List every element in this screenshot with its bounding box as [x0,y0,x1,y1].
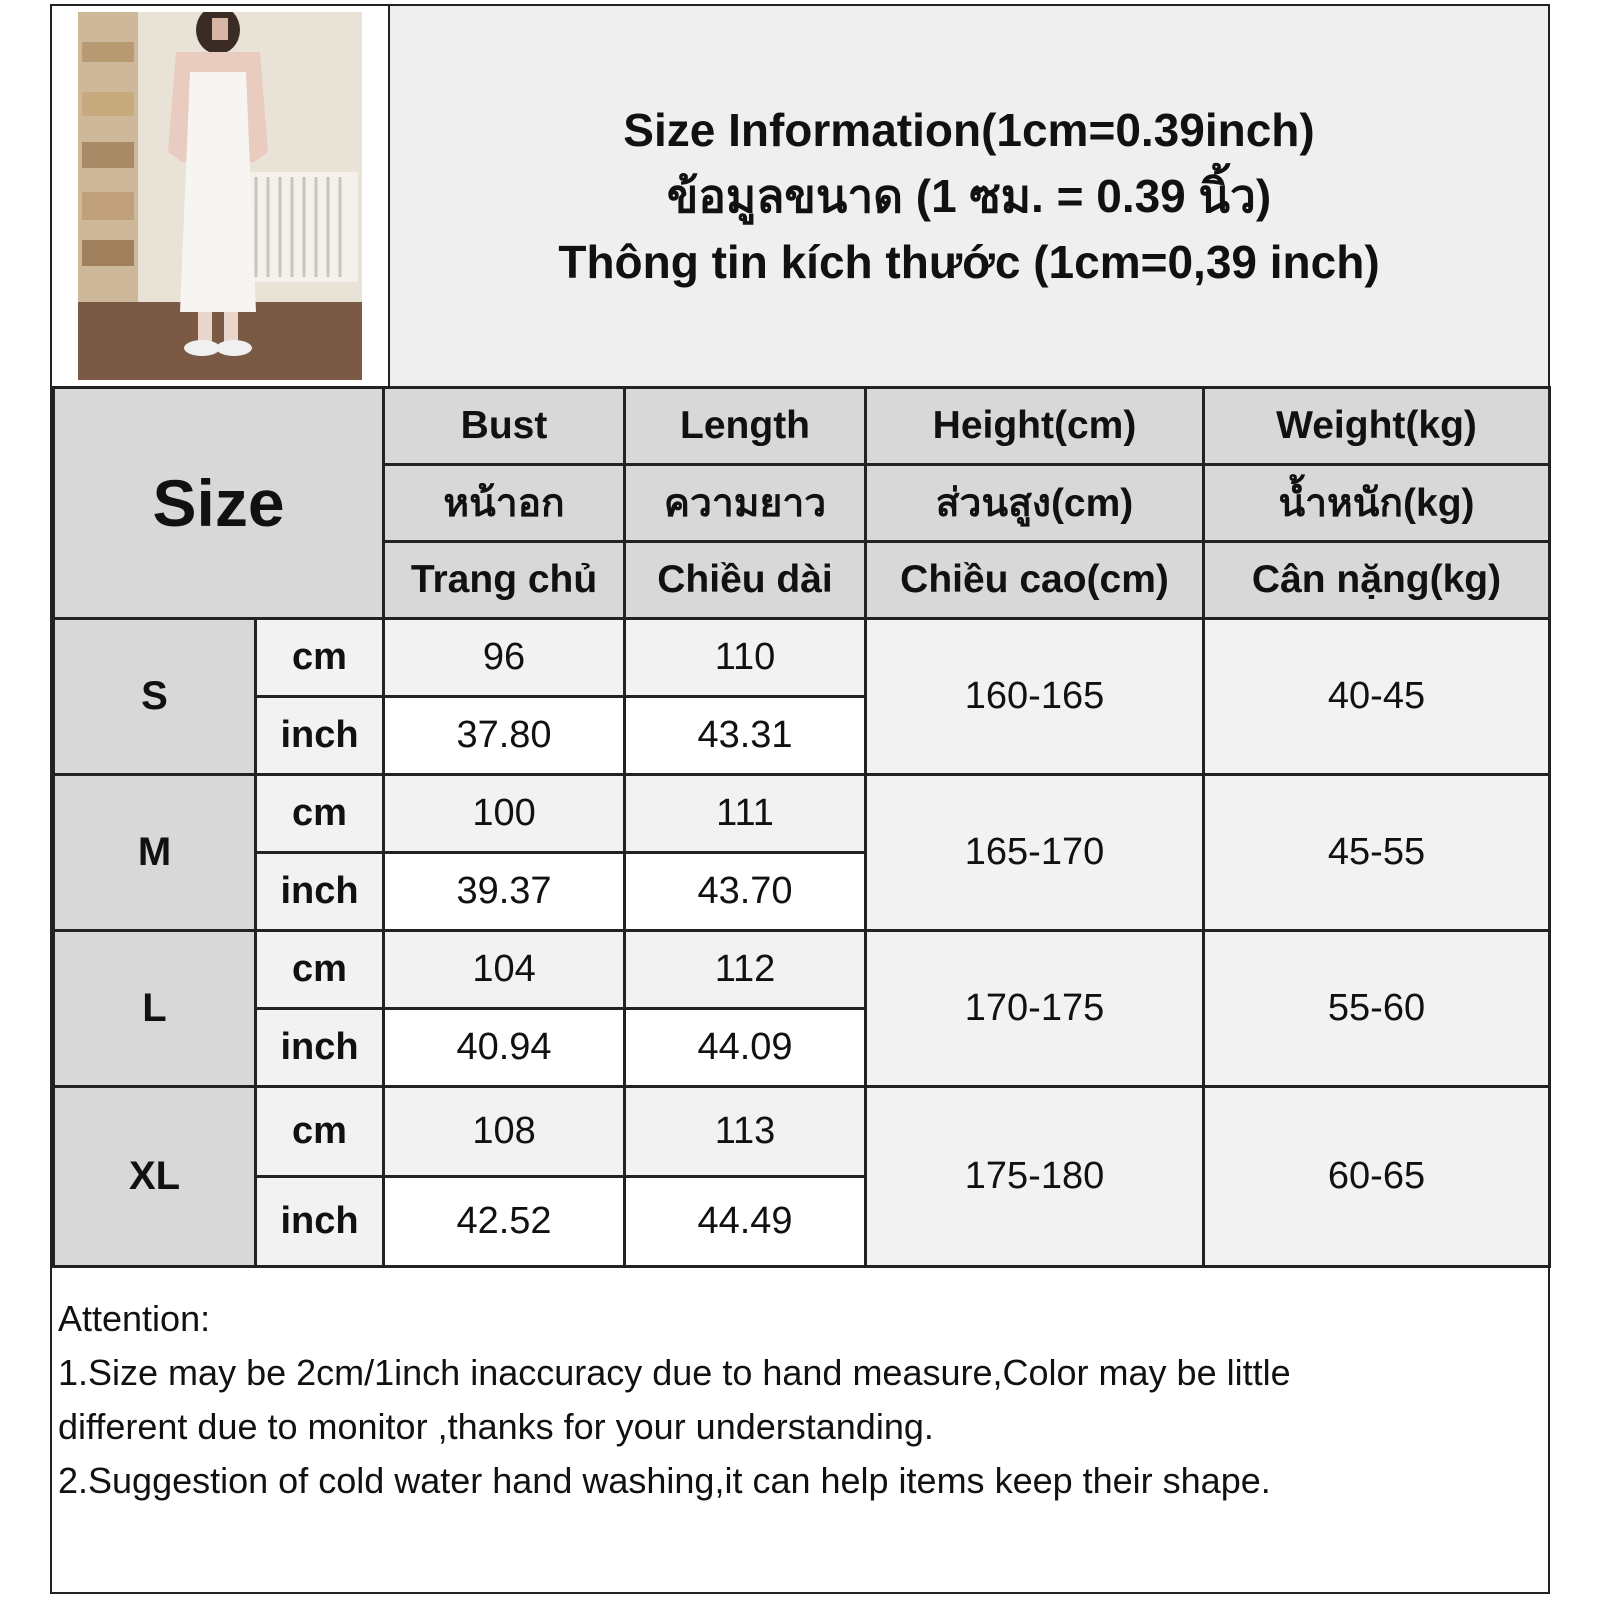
attention-notes [58,1292,1538,1508]
unit-cm: cm [256,619,384,697]
height-header-en: Height(cm) [866,388,1204,465]
unit-cm: cm [256,775,384,853]
height-range: 165-170 [866,775,1204,931]
length-inch: 44.09 [625,1009,866,1087]
length-header-en: Length [625,388,866,465]
product-photo [52,6,390,386]
unit-cm: cm [256,1087,384,1177]
bust-cm: 100 [384,775,625,853]
table-row [54,775,1550,853]
table-header-row [54,388,1550,465]
note-line-3: 2.Suggestion of cold water hand washing,it can help items keep their shape. [58,1460,1271,1501]
weight-header-th: น้ำหนัก(kg) [1204,465,1550,542]
size-table [52,386,1551,1268]
model-photo-image [78,12,362,380]
length-header-vi: Chiều dài [625,542,866,619]
length-cm: 111 [625,775,866,853]
title-english: Size Information(1cm=0.39inch) [623,104,1315,156]
attention-heading: Attention: [58,1298,211,1339]
size-label: M [54,775,256,931]
length-inch: 43.70 [625,853,866,931]
length-inch: 43.31 [625,697,866,775]
note-line-1: 1.Size may be 2cm/1inch inaccuracy due to hand measure,Color may be little [58,1352,1291,1393]
unit-inch: inch [256,1009,384,1087]
table-row [54,931,1550,1009]
weight-range: 55-60 [1204,931,1550,1087]
weight-header-en: Weight(kg) [1204,388,1550,465]
height-header-th: ส่วนสูง(cm) [866,465,1204,542]
unit-inch: inch [256,697,384,775]
table-row [54,619,1550,697]
weight-range: 60-65 [1204,1087,1550,1267]
bust-inch: 40.94 [384,1009,625,1087]
bust-inch: 42.52 [384,1177,625,1267]
bust-header-en: Bust [384,388,625,465]
bust-cm: 108 [384,1087,625,1177]
weight-header-vi: Cân nặng(kg) [1204,542,1550,619]
bust-cm: 96 [384,619,625,697]
unit-inch: inch [256,1177,384,1267]
bust-header-th: หน้าอก [384,465,625,542]
height-range: 160-165 [866,619,1204,775]
title-vietnamese: Thông tin kích thước (1cm=0,39 inch) [558,236,1380,288]
length-cm: 113 [625,1087,866,1177]
bust-cm: 104 [384,931,625,1009]
size-information-title [390,6,1548,386]
bust-header-vi: Trang chủ [384,542,625,619]
height-range: 170-175 [866,931,1204,1087]
size-column-header: Size [54,388,384,619]
unit-inch: inch [256,853,384,931]
title-thai: ข้อมูลขนาด (1 ซม. = 0.39 นิ้ว) [666,170,1272,222]
chart-header [52,6,1548,386]
length-header-th: ความยาว [625,465,866,542]
height-header-vi: Chiều cao(cm) [866,542,1204,619]
size-chart [50,4,1550,1594]
size-label: XL [54,1087,256,1267]
note-line-2: different due to monitor ,thanks for your understanding. [58,1406,934,1447]
bust-inch: 37.80 [384,697,625,775]
weight-range: 40-45 [1204,619,1550,775]
size-label: L [54,931,256,1087]
length-cm: 110 [625,619,866,697]
table-row [54,1087,1550,1177]
length-inch: 44.49 [625,1177,866,1267]
bust-inch: 39.37 [384,853,625,931]
length-cm: 112 [625,931,866,1009]
weight-range: 45-55 [1204,775,1550,931]
unit-cm: cm [256,931,384,1009]
size-label: S [54,619,256,775]
height-range: 175-180 [866,1087,1204,1267]
